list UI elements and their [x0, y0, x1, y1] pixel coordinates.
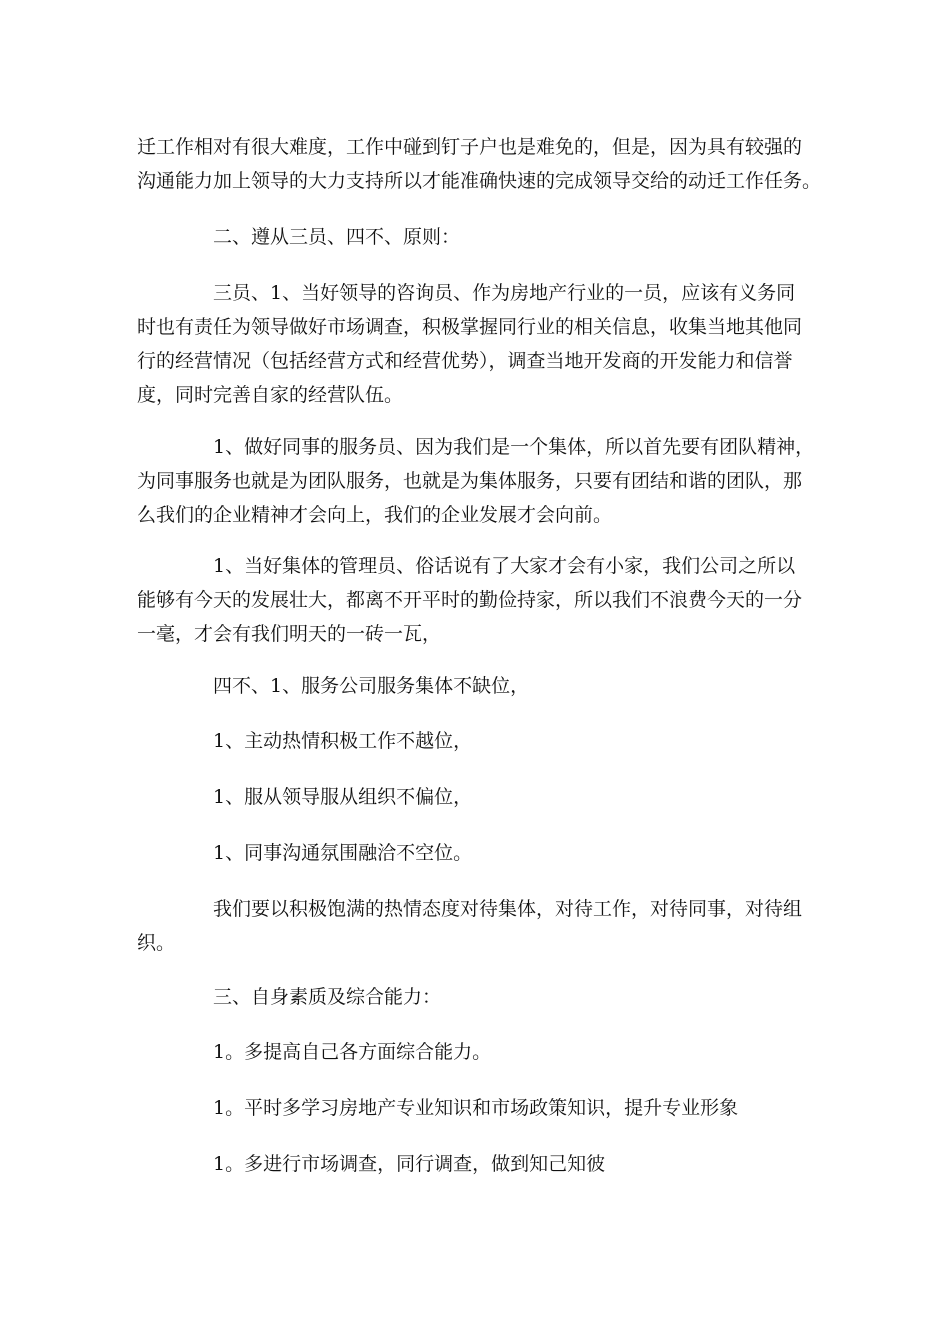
text-line: 1。多提高自己各方面综合能力。: [213, 1041, 492, 1063]
text-line: 四不、1、服务公司服务集体不缺位，: [213, 675, 530, 697]
text-line: 我们要以积极饱满的热情态度对待集体，对待工作，对待同事，对待组: [213, 898, 803, 920]
text-line: 二、遵从三员、四不、原则：: [213, 226, 461, 248]
text-line: 时也有责任为领导做好市场调查，积极掌握同行业的相关信息，收集当地其他同: [137, 316, 803, 338]
heading-principles: [137, 220, 827, 254]
text-line: 1。平时多学习房地产专业知识和市场政策知识，提升专业形象: [213, 1097, 739, 1119]
text-line: 能够有今天的发展壮大，都离不开平时的勤俭持家，所以我们不浪费今天的一分: [137, 589, 803, 611]
text-line: 三员、1、当好领导的咨询员、作为房地产行业的一员，应该有义务同: [213, 282, 796, 304]
list-four-nots-1: [137, 669, 827, 703]
list-four-nots-2: [137, 724, 827, 758]
text-line: 一毫，才会有我们明天的一砖一瓦，: [137, 623, 442, 645]
paragraph-attitude: [137, 892, 827, 960]
paragraph-consultant: [137, 276, 827, 412]
text-line: 1、主动热情积极工作不越位，: [213, 730, 473, 752]
text-line: 为同事服务也就是为团队服务，也就是为集体服务，只要有团结和谐的团队，那: [137, 470, 803, 492]
heading-self-quality: [137, 980, 827, 1014]
text-line: 度，同时完善自家的经营队伍。: [137, 384, 404, 406]
text-line: 织。: [137, 932, 176, 954]
paragraph-demolition-work: [137, 130, 827, 198]
paragraph-service: [137, 430, 827, 532]
text-line: 1。多进行市场调查，同行调查，做到知己知彼: [213, 1153, 606, 1175]
list-ability-2: [137, 1091, 827, 1125]
list-four-nots-3: [137, 780, 827, 814]
text-line: 迁工作相对有很大难度，工作中碰到钉子户也是难免的，但是，因为具有较强的: [137, 136, 803, 158]
list-ability-1: [137, 1035, 827, 1069]
text-line: 1、服从领导服从组织不偏位，: [213, 786, 473, 808]
text-line: 1、同事沟通氛围融洽不空位。: [213, 842, 473, 864]
text-line: 1、做好同事的服务员、因为我们是一个集体，所以首先要有团队精神，: [213, 436, 815, 458]
text-line: 三、自身素质及综合能力：: [213, 986, 442, 1008]
text-line: 么我们的企业精神才会向上，我们的企业发展才会向前。: [137, 504, 613, 526]
text-line: 1、当好集体的管理员、俗话说有了大家才会有小家，我们公司之所以: [213, 555, 796, 577]
list-ability-3: [137, 1147, 827, 1181]
text-line: 沟通能力加上领导的大力支持所以才能准确快速的完成领导交给的动迁工作任务。: [137, 170, 822, 192]
list-four-nots-4: [137, 836, 827, 870]
paragraph-manager: [137, 549, 827, 651]
text-line: 行的经营情况（包括经营方式和经营优势），调查当地开发商的开发能力和信誉: [137, 350, 793, 372]
